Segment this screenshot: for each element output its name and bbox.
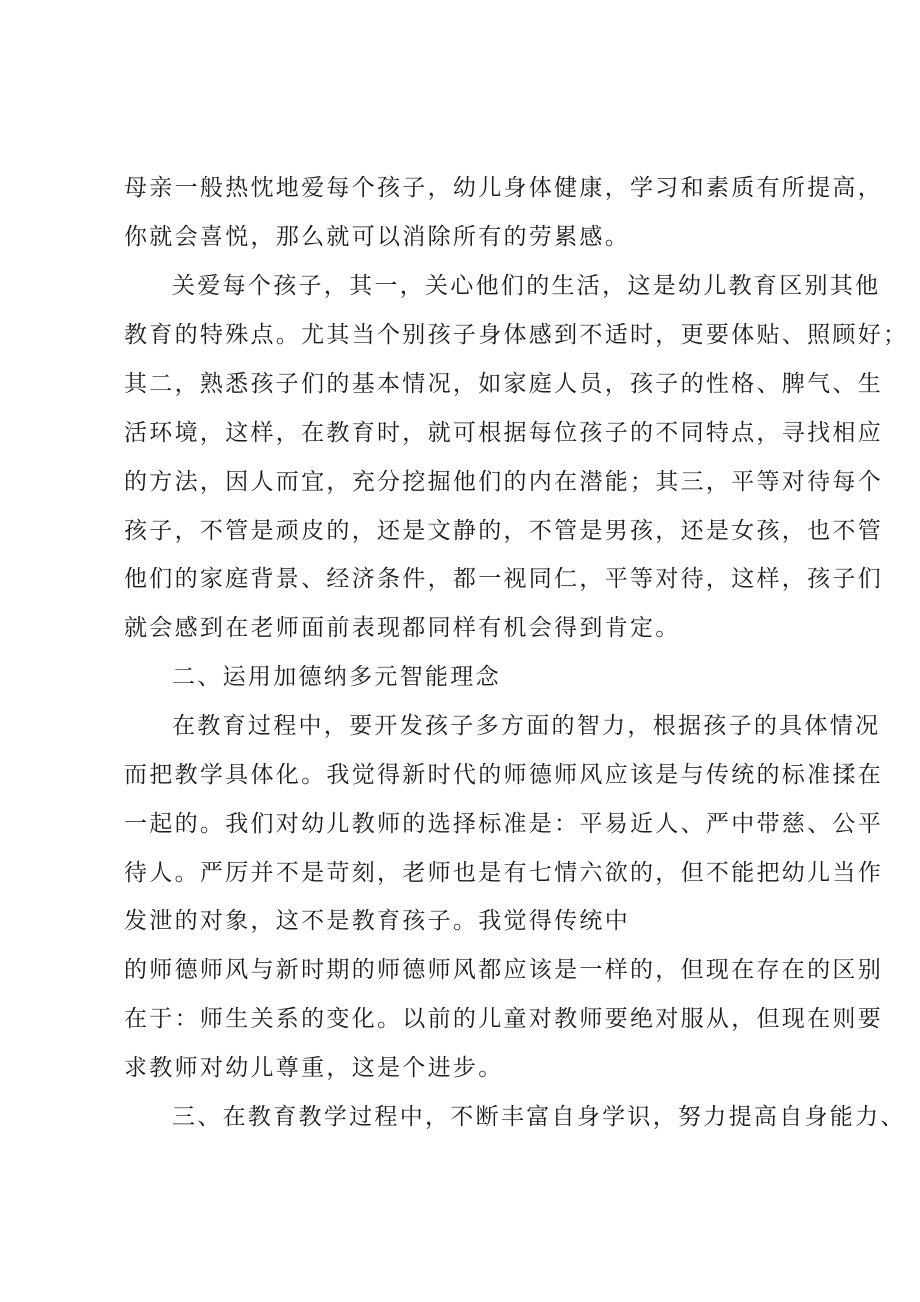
text-line: 的师德师风与新时期的师德师风都应该是一样的，但现在存在的区别 xyxy=(124,957,883,983)
text-line: 活环境，这样，在教育时，就可根据每位孩子的不同特点，寻找相应 xyxy=(124,420,883,446)
paragraph-first-line: 关爱每个孩子，其一，关心他们的生活，这是幼儿教育区别其他 xyxy=(172,273,881,299)
text-line: 发泄的对象，这不是教育孩子。我觉得传统中 xyxy=(124,908,630,934)
paragraph-first-line: 在教育过程中，要开发孩子多方面的智力，根据孩子的具体情况 xyxy=(172,713,881,739)
text-line: 求教师对幼儿尊重，这是个进步。 xyxy=(124,1055,504,1081)
text-line: 待人。严厉并不是苛刻，老师也是有七情六欲的，但不能把幼儿当作 xyxy=(124,860,883,886)
text-line: 孩子，不管是顽皮的，还是文静的，不管是男孩，还是女孩，也不管 xyxy=(124,518,883,544)
text-line: 母亲一般热忱地爱每个孩子，幼儿身体健康，学习和素质有所提高， xyxy=(124,175,883,201)
text-line: 而把教学具体化。我觉得新时代的师德师风应该是与传统的标准揉在 xyxy=(124,762,883,788)
section-heading: 三、在教育教学过程中，不断丰富自身学识，努力提高自身能力、 xyxy=(172,1104,906,1130)
text-line: 教育的特殊点。尤其当个别孩子身体感到不适时，更要体贴、照顾好； xyxy=(124,322,909,348)
text-line: 你就会喜悦，那么就可以消除所有的劳累感。 xyxy=(124,224,630,250)
text-line: 就会感到在老师面前表现都同样有机会得到肯定。 xyxy=(124,615,681,641)
text-line: 的方法，因人而宜，充分挖掘他们的内在潜能；其三，平等对待每个 xyxy=(124,469,883,495)
text-line: 他们的家庭背景、经济条件，都一视同仁，平等对待，这样，孩子们 xyxy=(124,566,883,592)
text-line: 其二，熟悉孩子们的基本情况，如家庭人员，孩子的性格、脾气、生 xyxy=(124,371,883,397)
section-heading: 二、运用加德纳多元智能理念 xyxy=(172,664,501,690)
text-line: 一起的。我们对幼儿教师的选择标准是：平易近人、严中带慈、公平 xyxy=(124,811,883,837)
text-line: 在于：师生关系的变化。以前的儿童对教师要绝对服从，但现在则要 xyxy=(124,1006,883,1032)
